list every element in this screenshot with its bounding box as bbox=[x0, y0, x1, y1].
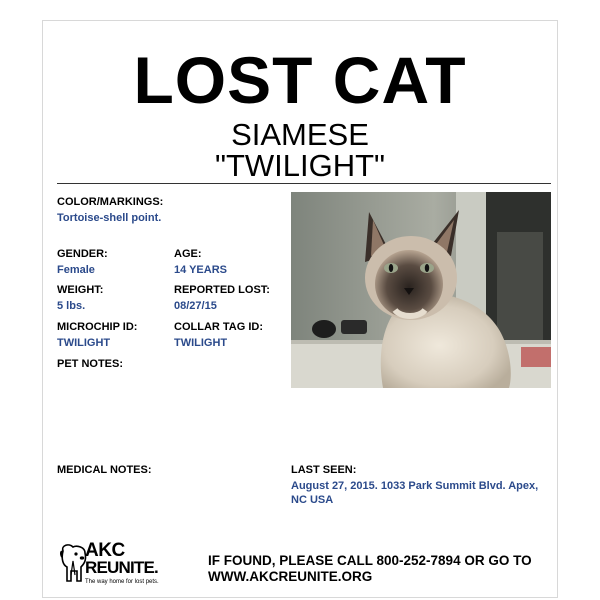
last-seen-label: LAST SEEN: bbox=[291, 464, 357, 476]
collar-tag-field bbox=[174, 320, 263, 350]
breed-title: SIAMESE bbox=[231, 117, 369, 152]
poster-headline: LOST CAT bbox=[133, 43, 467, 117]
microchip-label: MICROCHIP ID: bbox=[57, 321, 138, 333]
gender-field bbox=[57, 247, 108, 277]
lost-cat-poster bbox=[42, 20, 558, 598]
logo-line-2: REUNITE. bbox=[85, 558, 158, 577]
medical-notes-field bbox=[57, 463, 152, 477]
pet-notes-label: PET NOTES: bbox=[57, 358, 124, 370]
logo-tagline: The way home for lost pets. bbox=[85, 579, 159, 585]
age-label: AGE: bbox=[174, 248, 202, 260]
collar-tag-label: COLLAR TAG ID: bbox=[174, 321, 264, 333]
age-value: 14 YEARS bbox=[174, 264, 227, 276]
contact-cta bbox=[208, 553, 532, 585]
weight-field bbox=[57, 283, 103, 313]
microchip-value: TWILIGHT bbox=[57, 337, 111, 349]
gender-value: Female bbox=[57, 264, 95, 276]
color-markings-value: Tortoise-shell point. bbox=[57, 212, 162, 224]
reported-lost-value: 08/27/15 bbox=[174, 300, 217, 312]
collar-tag-value: TWILIGHT bbox=[174, 337, 228, 349]
age-field bbox=[174, 247, 227, 277]
cat-photo-illustration bbox=[291, 192, 551, 388]
contact-cta-line-1: IF FOUND, PLEASE CALL 800-252-7894 OR GO TO bbox=[208, 553, 532, 568]
microchip-field bbox=[57, 320, 137, 350]
reported-lost-field bbox=[174, 283, 270, 313]
gender-label: GENDER: bbox=[57, 248, 108, 260]
weight-value: 5 lbs. bbox=[57, 300, 86, 312]
pet-name-title: "TWILIGHT" bbox=[214, 148, 386, 183]
last-seen-field bbox=[291, 463, 549, 507]
pet-notes-field bbox=[57, 357, 123, 371]
color-markings-label: COLOR/MARKINGS: bbox=[57, 196, 164, 208]
weight-label: WEIGHT: bbox=[57, 284, 104, 296]
color-markings-field bbox=[57, 195, 163, 225]
reported-lost-label: REPORTED LOST: bbox=[174, 284, 270, 296]
akc-reunite-logo bbox=[57, 541, 167, 591]
last-seen-value: August 27, 2015. 1033 Park Summit Blvd. Apex, NC USA bbox=[291, 480, 539, 506]
medical-notes-label: MEDICAL NOTES: bbox=[57, 464, 152, 476]
header-divider bbox=[57, 183, 551, 184]
logo-line-1: AKC bbox=[85, 540, 125, 561]
cat-photo bbox=[291, 192, 551, 388]
contact-cta-line-2: WWW.AKCREUNITE.ORG bbox=[208, 569, 373, 584]
